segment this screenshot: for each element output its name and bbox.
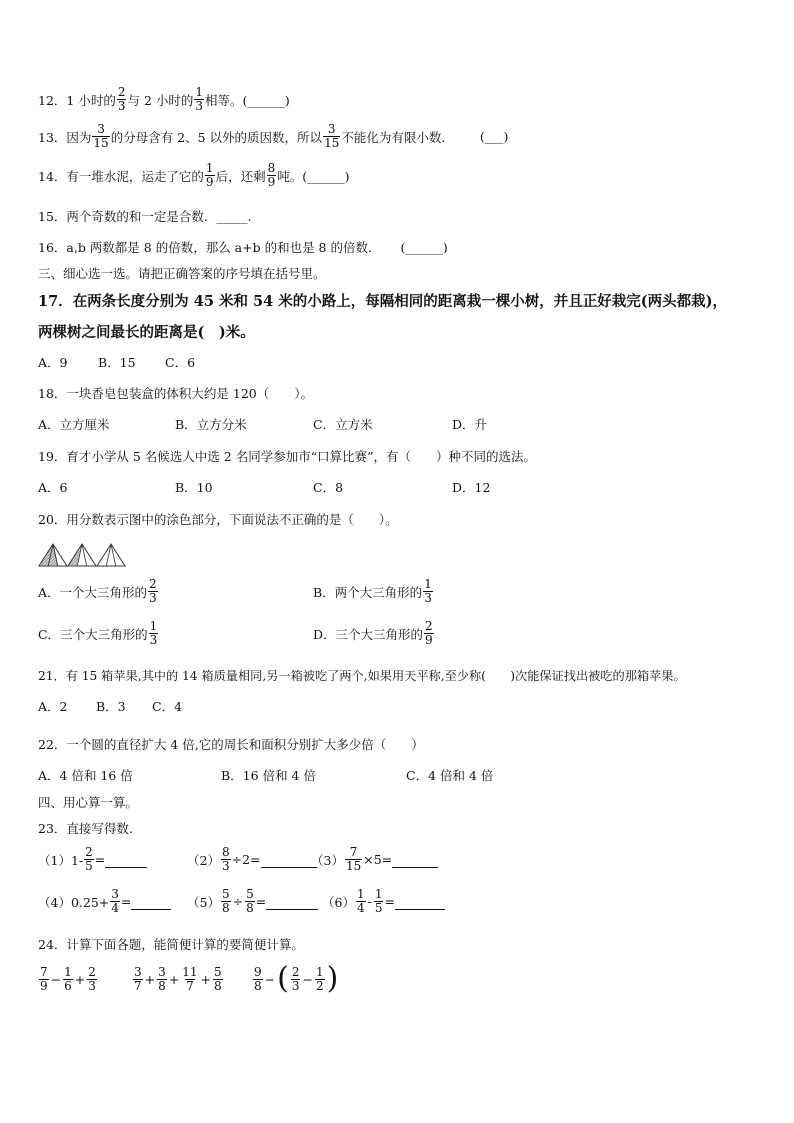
question-number: 18． — [38, 386, 67, 401]
question-text: 计算下面各题，能简便计算的要简便计算。 — [66, 937, 304, 952]
question-text: 育才小学从 5 名候选人中选 2 名同学参加市“口算比赛”，有（ ）种不同的选法。 — [66, 449, 536, 464]
question-number: 21． — [38, 669, 66, 683]
question-text: 直接写得数. — [66, 821, 133, 836]
option-d[interactable]: D．三个大三角形的 $\frac{2}{9}$ — [313, 619, 433, 647]
option-d[interactable]: D．升 — [452, 417, 488, 432]
option-a[interactable]: A．4 倍和 16 倍 — [38, 768, 133, 783]
option-c[interactable]: C．6 — [165, 355, 196, 370]
answer-blank[interactable] — [392, 852, 438, 868]
option-b[interactable]: B．10 — [175, 480, 213, 495]
answer-blank[interactable]: 相等。(______) — [205, 92, 290, 108]
answer-blank[interactable] — [395, 894, 445, 910]
question-19 — [38, 447, 536, 465]
question-18 — [38, 384, 313, 402]
question-text: 一块香皂包装盒的体积大约是 120（ ）。 — [66, 386, 313, 401]
question-number: 15． — [38, 209, 67, 224]
calc-item-5: （5） $\frac{5}{8}$ ÷ $\frac{5}{8}$ = — [187, 888, 318, 915]
question-text: 的分母含有 2、5 以外的质因数，所以 — [110, 129, 323, 145]
option-b[interactable]: B．立方分米 — [175, 417, 247, 432]
answer-blank[interactable] — [266, 894, 318, 910]
question-number: 23． — [38, 821, 67, 836]
question-number: 17． — [38, 293, 73, 310]
question-text: 两棵树之间最长的距离是( )米。 — [38, 324, 255, 341]
question-13 — [38, 123, 508, 150]
option-c[interactable]: C．立方米 — [313, 417, 373, 432]
expression-2: $\frac{3}{7}$ + $\frac{3}{8}$ + $\frac{11}{7}$ + $\frac{5}{8}$ — [134, 965, 222, 993]
question-number: 20． — [38, 512, 67, 527]
question-text: 因为 — [66, 129, 92, 145]
question-22 — [38, 735, 424, 753]
option-b[interactable]: B．15 — [98, 355, 136, 370]
question-20 — [38, 510, 398, 528]
fraction: $\frac{2}{3}$ — [117, 85, 126, 113]
question-text: 1 小时的 — [66, 92, 116, 108]
option-c[interactable]: C．4 倍和 4 倍 — [406, 768, 494, 783]
question-17 — [38, 290, 727, 311]
section-heading-4: 四、用心算一算。 — [38, 795, 139, 810]
question-24 — [38, 935, 304, 953]
question-23 — [38, 819, 133, 837]
question-21 — [38, 667, 686, 684]
question-number: 19． — [38, 449, 67, 464]
calc-item-3: （3） $\frac{7}{15}$ ×5= — [311, 846, 438, 873]
question-text: a,b 两数都是 8 的倍数，那么 a+b 的和也是 8 的倍数． — [66, 240, 381, 255]
question-text: 有 15 箱苹果,其中的 14 箱质量相同,另一箱被吃了两个,如果用天平称,至少称( )次能保证找出被吃的那箱苹果。 — [65, 669, 686, 683]
calc-item-6: （6） $\frac{1}{4}$ - $\frac{1}{5}$ = — [322, 888, 445, 915]
question-number: 12． — [38, 92, 67, 108]
answer-blank[interactable] — [261, 852, 317, 868]
option-c[interactable]: C．4 — [152, 699, 183, 714]
option-a[interactable]: A．6 — [38, 480, 68, 495]
fraction: $\frac{1}{3}$ — [195, 85, 204, 113]
fraction: $\frac{1}{9}$ — [205, 161, 214, 189]
question-text: 不能化为有限小数． — [341, 129, 454, 145]
expression-1: $\frac{7}{9}$ − $\frac{1}{6}$ + $\frac{2}{3}$ — [40, 965, 96, 993]
question-number: 13． — [38, 129, 67, 145]
triangle-3 — [97, 544, 125, 566]
calc-item-4: （4）0.25+ $\frac{3}{4}$ = — [38, 888, 171, 915]
question-text: 有一堆水泥，运走了它的 — [66, 168, 204, 184]
question-17-line2 — [38, 321, 255, 342]
option-c[interactable]: C．8 — [313, 480, 344, 495]
fraction: $\frac{3}{15}$ — [93, 122, 109, 150]
question-text: 在两条长度分别为 45 米和 54 米的小路上，每隔相同的距离栽一棵小树，并且正好栽完(两头都栽)， — [72, 293, 727, 310]
triangles-figure — [38, 542, 128, 568]
question-16 — [38, 238, 448, 256]
question-number: 14． — [38, 168, 67, 184]
option-a[interactable]: A．9 — [38, 355, 68, 370]
calc-item-1: （1）1- $\frac{2}{5}$ = — [38, 846, 147, 873]
question-14 — [38, 162, 349, 189]
question-text: 用分数表示图中的涂色部分，下面说法不正确的是（ ）。 — [66, 512, 398, 527]
question-text: 两个奇数的和一定是合数．_____. — [66, 209, 252, 224]
calc-item-2: （2） $\frac{8}{3}$ ÷2= — [187, 846, 317, 873]
option-b[interactable]: B．两个大三角形的 $\frac{1}{3}$ — [313, 577, 432, 605]
option-a[interactable]: A．2 — [38, 699, 68, 714]
option-a[interactable]: A．一个大三角形的 $\frac{2}{3}$ — [38, 577, 157, 605]
question-15 — [38, 207, 252, 225]
question-number: 16． — [38, 240, 67, 255]
question-text: 与 2 小时的 — [127, 92, 194, 108]
answer-blank[interactable]: (___) — [479, 129, 509, 144]
answer-blank[interactable]: (______) — [400, 239, 448, 255]
answer-blank[interactable]: 吨。(______) — [277, 168, 350, 184]
section-heading-3: 三、细心选一选。请把正确答案的序号填在括号里。 — [38, 266, 326, 281]
question-12 — [38, 86, 290, 113]
question-number: 22． — [38, 737, 67, 752]
expression-3: $\frac{9}{8}$ − ( $\frac{2}{3}$ − $\frac{1}{2}$ ) — [254, 961, 339, 996]
answer-blank[interactable] — [131, 894, 171, 910]
option-b[interactable]: B．16 倍和 4 倍 — [221, 768, 316, 783]
answer-blank[interactable] — [105, 852, 147, 868]
option-a[interactable]: A．立方厘米 — [38, 417, 110, 432]
question-text: 一个圆的直径扩大 4 倍,它的周长和面积分别扩大多少倍（ ） — [66, 737, 424, 752]
fraction: $\frac{3}{15}$ — [324, 122, 340, 150]
option-c[interactable]: C．三个大三角形的 $\frac{1}{3}$ — [38, 619, 158, 647]
question-text: 后，还剩 — [215, 168, 266, 184]
option-b[interactable]: B．3 — [96, 699, 126, 714]
option-d[interactable]: D．12 — [452, 480, 491, 495]
fraction: $\frac{8}{9}$ — [267, 161, 276, 189]
question-number: 24． — [38, 937, 67, 952]
